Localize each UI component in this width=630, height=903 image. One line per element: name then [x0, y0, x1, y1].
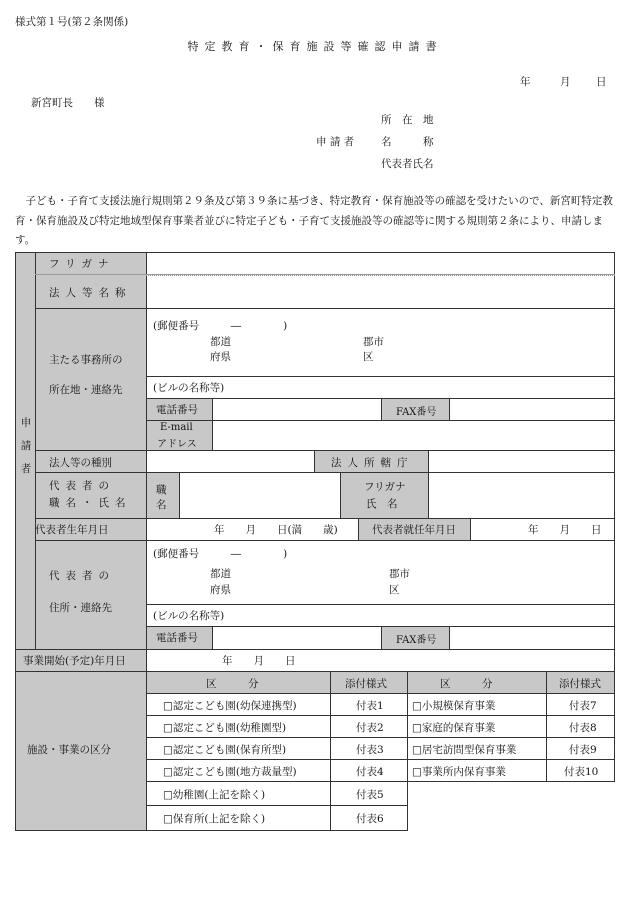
rep-fax-label: FAX番号	[396, 635, 437, 646]
building-label: (ビルの名称等)	[153, 382, 225, 394]
attached-form: 付表4	[356, 766, 384, 778]
rep-birth-label: 代表者生年月日	[35, 524, 109, 536]
facility-option[interactable]: □認定こども園(幼稚園型)	[163, 722, 287, 734]
furigana2-label: フリガナ	[364, 481, 406, 493]
col-form-right: 添付様式	[559, 678, 601, 690]
addressee: 新宮町長 様	[31, 97, 105, 109]
rep-postal-label: (郵便番号 ― )	[153, 548, 288, 560]
facility-option[interactable]: □認定こども園(保育所型)	[163, 744, 287, 756]
attached-form: 付表3	[356, 744, 384, 756]
date-month: 月	[560, 76, 571, 88]
applicant-side-label: 申請者	[20, 417, 32, 475]
postal-code-label: (郵便番号 ― )	[153, 320, 288, 332]
facility-option[interactable]: □認定こども園(地方裁量型)	[163, 766, 297, 778]
main-office-label-1: 主たる事務所の	[49, 354, 123, 366]
rep-address-label-2: 住所・連絡先	[49, 602, 112, 614]
rep-prefecture-label-2: 府県	[210, 584, 231, 596]
page-title: 特定教育・保育施設等確認申請書	[187, 40, 443, 53]
attached-form: 付表10	[564, 766, 599, 778]
date-year: 年	[520, 76, 531, 88]
col-category-right: 区 分	[440, 678, 493, 690]
furigana-label: フリガナ	[49, 258, 115, 270]
attached-form: 付表5	[356, 789, 384, 801]
attached-form: 付表2	[356, 722, 384, 734]
full-name-label: 氏 名	[366, 498, 398, 510]
tel-label: 電話番号	[156, 404, 198, 416]
rep-prefecture-label-1: 都道	[210, 568, 231, 580]
facility-option[interactable]: □居宅訪問型保育事業	[412, 744, 517, 756]
prefecture-label-1: 都道	[210, 336, 231, 348]
start-date-label: 事業開始(予定)年月日	[23, 655, 126, 667]
corp-type-label: 法人等の種別	[49, 457, 112, 469]
email-label-1: E-mail	[160, 422, 193, 433]
attached-form: 付表9	[569, 744, 597, 756]
col-form-left: 添付様式	[345, 678, 387, 690]
address-label: 所 在 地	[381, 114, 434, 126]
facility-category-label: 施設・事業の区分	[27, 744, 111, 756]
representative-label-1: 代表者の	[49, 480, 115, 492]
attached-form: 付表8	[569, 722, 597, 734]
application-statement: 子ども・子育て支援法施行規則第２９条及び第３９条に基づき、特定教育・保育施設等の確認を受けたいので、新宮町特定教育・保育施設及び特定地域型保育事業者並びに特定子ども・子育て支援施設等の確認等に関する規則第２条により、申請します。	[15, 195, 613, 246]
rep-birth-value: 年 月 日(満 歳)	[214, 524, 338, 536]
rep-city-label-1: 郡市	[389, 568, 410, 580]
rep-tel-label: 電話番号	[156, 632, 198, 644]
attached-form: 付表1	[356, 700, 384, 712]
main-office-label-2: 所在地・連絡先	[49, 384, 123, 396]
rep-appointed-value: 年 月 日	[528, 524, 602, 536]
rep-city-label-2: 区	[389, 584, 400, 596]
corp-agency-label: 法人所轄庁	[331, 457, 414, 469]
facility-option[interactable]: □事業所内保育事業	[412, 766, 506, 778]
application-table	[15, 252, 615, 831]
name-label: 名 称	[381, 136, 434, 148]
title-label-2: 名	[156, 499, 167, 511]
city-label-2: 区	[363, 351, 374, 363]
facility-option[interactable]: □保育所(上記を除く)	[163, 813, 266, 825]
facility-option[interactable]: □認定こども園(幼保連携型)	[163, 700, 297, 712]
attached-form: 付表7	[569, 700, 597, 712]
prefecture-label-2: 府県	[210, 351, 231, 363]
email-label-2: アドレス	[157, 439, 197, 450]
attached-form: 付表6	[356, 813, 384, 825]
representative-label: 代表者氏名	[381, 158, 434, 170]
col-category-left: 区 分	[206, 678, 259, 690]
rep-building-label: (ビルの名称等)	[153, 610, 225, 622]
rep-address-label-1: 代表者の	[49, 570, 115, 582]
facility-option[interactable]: □家庭的保育事業	[412, 722, 496, 734]
representative-label-2: 職名・氏名	[49, 497, 132, 509]
form-number: 様式第１号(第２条関係)	[15, 16, 129, 28]
fax-label: FAX番号	[396, 407, 437, 418]
facility-option[interactable]: □小規模保育事業	[412, 700, 496, 712]
date-day: 日	[596, 76, 607, 88]
corp-name-label: 法人等名称	[49, 287, 132, 299]
city-label-1: 郡市	[363, 336, 384, 348]
rep-appointed-label: 代表者就任年月日	[372, 524, 456, 536]
title-label-1: 職	[156, 484, 167, 496]
facility-option[interactable]: □幼稚園(上記を除く)	[163, 789, 266, 801]
applicant-label: 申 請 者	[316, 136, 355, 148]
start-date-value: 年 月 日	[222, 655, 296, 667]
